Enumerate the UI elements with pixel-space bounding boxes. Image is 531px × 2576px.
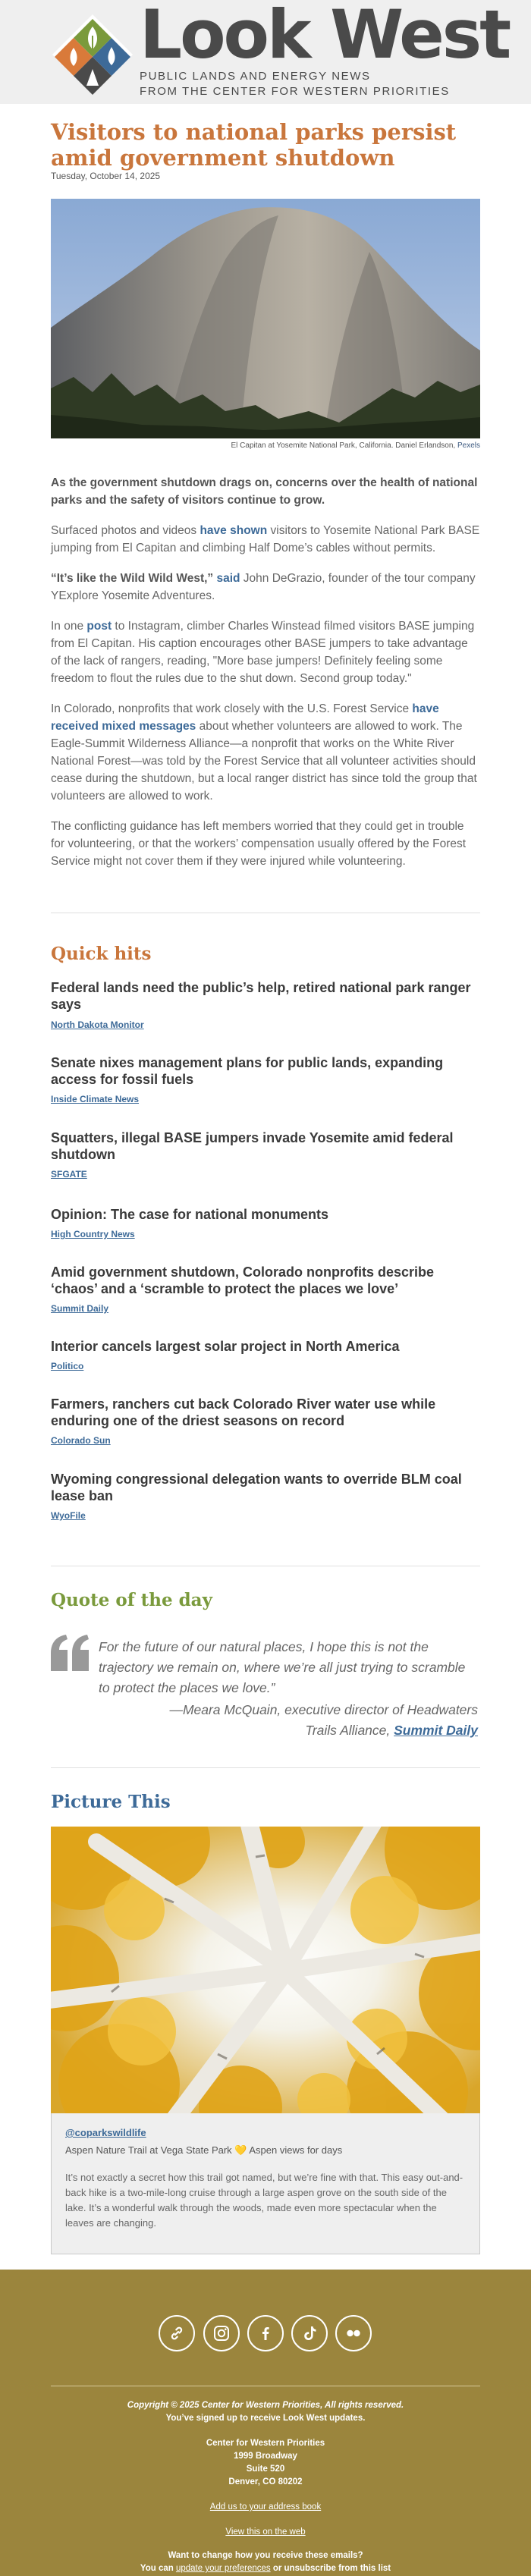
quick-hit-title[interactable]: Wyoming congressional delegation wants to override BLM coal lease ban xyxy=(51,1472,462,1503)
footer xyxy=(0,2270,531,2576)
footer-unsubscribe-text: or unsubscribe from this list xyxy=(270,2564,391,2573)
social-link-flickr[interactable] xyxy=(335,2315,372,2351)
quote-text: For the future of our natural places, I hope this is not the trajectory we remain on, where we’re all just trying to scramble to protect the places we love.” xyxy=(99,1639,466,1695)
story-date: Tuesday, October 14, 2025 xyxy=(51,171,161,181)
quick-hits-title: Quick hits xyxy=(51,944,152,964)
picture-body: It’s not exactly a secret how this trail got named, but we’re fine with that. This easy out-and-back hike is a two-mile-long cruise through a large aspen grove on the south side of the lake. It’s a wonderful walk through the woods, made even more spectacular when the leaves are changing. xyxy=(65,2172,463,2229)
footer-you-can: You can xyxy=(140,2564,176,2573)
story-headline: Visitors to national parks persist amid government shutdown xyxy=(51,119,457,171)
footer-address-suite: Suite 520 xyxy=(246,2464,285,2474)
header xyxy=(0,0,531,104)
quote-source-link[interactable]: Summit Daily xyxy=(394,1723,478,1738)
quick-hit-title[interactable]: Farmers, ranchers cut back Colorado River water use while enduring one of the driest seasons on record xyxy=(51,1396,436,1428)
story-p4-text-a: In Colorado, nonprofits that work closely with the U.S. Forest Service xyxy=(51,702,413,715)
hero-caption-link[interactable]: Pexels xyxy=(457,441,480,450)
hero-caption xyxy=(51,441,480,450)
story-p3-text-b: to Instagram, climber Charles Winstead filmed visitors BASE jumping from El Capitan. His caption encourages other BASE jumpers to take advantage of the lack of rangers, reading, "More base jumpers! Definitely feeling some freedom to flout the rules due to the shut down. Second group today." xyxy=(51,620,475,685)
story-link-mixed-messages[interactable]: have received mixed messages xyxy=(51,702,439,733)
quick-hit-item xyxy=(51,1054,480,1104)
quick-hit-source[interactable]: High Country News xyxy=(51,1229,135,1239)
quick-hit-title[interactable]: Federal lands need the public’s help, retired national park ranger says xyxy=(51,980,471,1012)
story-paragraph-2 xyxy=(51,570,480,605)
footer-change-question: Want to change how you receive these emails? xyxy=(168,2551,363,2560)
story-paragraph-5: The conflicting guidance has left members worried that they could get in trouble for volunteering, or that the workers’ compensation usually offered by the Forest Service might not cover them if they were injured while volunteering. xyxy=(51,820,467,868)
quick-hit-item xyxy=(51,1264,480,1314)
quote-title: Quote of the day xyxy=(51,1590,212,1610)
picture-subtitle: Aspen Nature Trail at Vega State Park 💛 Aspen views for days xyxy=(65,2144,343,2156)
instagram-icon xyxy=(212,2324,231,2342)
quick-hit-source[interactable]: SFGATE xyxy=(51,1169,87,1180)
story-p2-quote: “It’s like the Wild Wild West,” xyxy=(51,572,214,585)
divider xyxy=(51,1767,480,1768)
social-link-instagram[interactable] xyxy=(203,2315,240,2351)
quick-hit-source[interactable]: Summit Daily xyxy=(51,1303,109,1314)
view-on-web-link[interactable]: View this on the web xyxy=(225,2527,306,2537)
quick-hit-item xyxy=(51,979,480,1030)
story-p3-text-a: In one xyxy=(51,620,87,633)
look-west-logo-icon[interactable] xyxy=(51,13,134,96)
quick-hit-title[interactable]: Opinion: The case for national monuments xyxy=(51,1207,329,1222)
link-icon xyxy=(168,2324,186,2342)
quick-hit-item xyxy=(51,1471,480,1521)
picture-handle-link[interactable]: @coparkswildlife xyxy=(65,2127,146,2138)
footer-copyright: Copyright © 2025 Center for Western Priorities, All rights reserved. xyxy=(127,2401,404,2410)
quick-hit-source[interactable]: Colorado Sun xyxy=(51,1435,111,1446)
quote-attribution-text: —Meara McQuain, executive director of Headwaters Trails Alliance, xyxy=(169,1702,478,1738)
hero-image-el-capitan xyxy=(51,199,480,438)
quick-hit-item xyxy=(51,1206,480,1239)
story-p1-text-b: visitors to Yosemite National Park BASE jumping from El Capitan and climbing Half Dome’s cables without permits. xyxy=(51,524,480,554)
aspen-trees-photo xyxy=(51,1827,480,2113)
story-paragraph-3 xyxy=(51,617,480,687)
footer-address-name: Center for Western Priorities xyxy=(206,2439,325,2448)
quick-hit-source[interactable]: WyoFile xyxy=(51,1510,86,1521)
facebook-icon xyxy=(256,2324,275,2342)
story-link-have-shown[interactable]: have shown xyxy=(200,524,268,537)
brand-title: Look West xyxy=(140,0,510,74)
update-preferences-link[interactable]: update your preferences xyxy=(175,2564,271,2573)
picture-title: Picture This xyxy=(51,1792,171,1812)
quick-hit-item xyxy=(51,1129,480,1180)
footer-address-city: Denver, CO 80202 xyxy=(228,2477,303,2486)
social-link-website[interactable] xyxy=(159,2315,195,2351)
social-link-tiktok[interactable] xyxy=(291,2315,328,2351)
brand-tagline-line-1: PUBLIC LANDS AND ENERGY NEWS xyxy=(140,70,371,83)
social-link-facebook[interactable] xyxy=(247,2315,284,2351)
footer-address-street: 1999 Broadway xyxy=(234,2452,297,2461)
tiktok-icon xyxy=(300,2324,319,2342)
quick-hit-title[interactable]: Interior cancels largest solar project in North America xyxy=(51,1339,400,1354)
add-to-address-book-link[interactable]: Add us to your address book xyxy=(209,2502,322,2512)
story-p1-text-a: Surfaced photos and videos xyxy=(51,524,200,537)
brand-tagline xyxy=(140,69,450,99)
footer-preferences-line xyxy=(51,2562,480,2575)
footer-signup-note: You’ve signed up to receive Look West updates. xyxy=(165,2414,366,2423)
quick-hit-source[interactable]: Politico xyxy=(51,1361,84,1371)
quick-hit-title[interactable]: Senate nixes management plans for public lands, expanding access for fossil fuels xyxy=(51,1055,444,1087)
story-link-post[interactable]: post xyxy=(86,620,112,633)
quick-hit-title[interactable]: Squatters, illegal BASE jumpers invade Yosemite amid federal shutdown xyxy=(51,1130,454,1162)
story-paragraph-4 xyxy=(51,700,480,805)
story-lede: As the government shutdown drags on, concerns over the health of national parks and the safety of visitors continue to grow. xyxy=(51,476,478,507)
story-paragraph-1 xyxy=(51,522,480,557)
flickr-icon xyxy=(344,2324,363,2342)
story-p2-text: John DeGrazio, founder of the tour company YExplore Yosemite Adventures. xyxy=(51,572,476,602)
quote-attribution xyxy=(152,1700,478,1741)
quick-hit-title[interactable]: Amid government shutdown, Colorado nonprofits describe ‘chaos’ and a ‘scramble to protect the places we love’ xyxy=(51,1264,435,1296)
quote-mark-icon xyxy=(51,1635,90,1671)
brand-tagline-line-2: FROM THE CENTER FOR WESTERN PRIORITIES xyxy=(140,85,450,98)
picture-caption-card xyxy=(51,2113,480,2254)
quick-hit-source[interactable]: North Dakota Monitor xyxy=(51,1019,144,1030)
story-body xyxy=(51,474,480,883)
quick-hit-item xyxy=(51,1396,480,1446)
story-link-said[interactable]: said xyxy=(216,572,240,585)
story-p4-text-b: about whether volunteers are allowed to work. The Eagle-Summit Wilderness Alliance—a nonprofit that works on the White River National Forest—was told by the Forest Service that all volunteer activities should cease during the shutdown, but a local ranger district has since told the group that volunteers are allowed to work. xyxy=(51,720,477,803)
quick-hit-item xyxy=(51,1338,480,1371)
quick-hit-source[interactable]: Inside Climate News xyxy=(51,1094,140,1104)
hero-caption-text: El Capitan at Yosemite National Park, California. Daniel Erlandson, xyxy=(231,441,457,450)
